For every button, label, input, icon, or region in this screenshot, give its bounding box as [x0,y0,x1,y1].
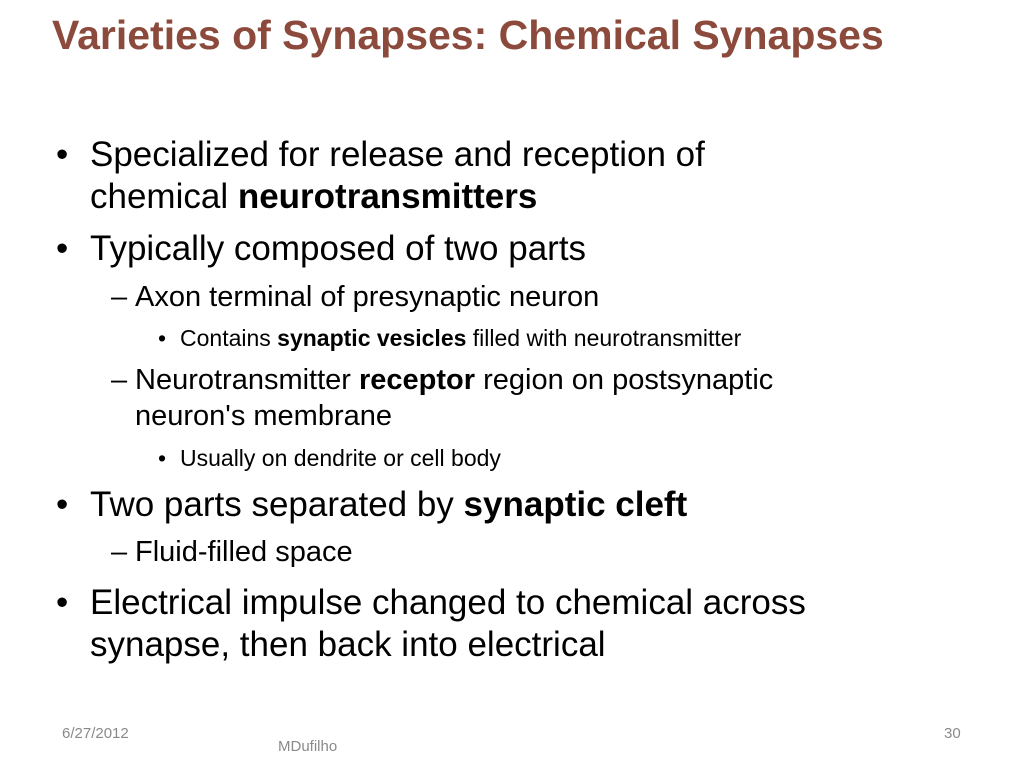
sub-bullet-text: region on postsynaptic [475,364,774,396]
bold-term: receptor [359,364,476,396]
bullet-marker: • [56,485,69,524]
footer-author: MDufilho [278,738,338,755]
sub-bullet-item [111,362,774,398]
sub-bullet-text: Neurotransmitter [135,364,360,396]
bullet-continuation [90,624,606,666]
bullet-text: Electrical impulse changed to chemical across [90,583,806,622]
bullet-marker: • [158,325,167,351]
sub-bullet-item [111,534,353,570]
bullet-text: Two parts separated by [90,485,464,524]
bold-term: neurotransmitters [237,177,538,216]
sub-bullet-item [111,279,600,315]
footer-date: 6/27/2012 [62,725,129,742]
sub-sub-bullet-item [158,323,742,353]
bullet-item [56,134,705,176]
bold-term: synaptic vesicles [277,325,467,351]
sub-sub-bullet-text: Contains [180,325,278,351]
sub-sub-bullet-text: Usually on dendrite or cell body [180,445,501,471]
dash-marker: – [111,364,128,396]
bullet-item [56,228,587,270]
sub-bullet-text: neuron's membrane [135,400,393,432]
dash-marker: – [111,281,128,313]
sub-sub-bullet-item [158,443,501,473]
bullet-text: chemical [90,177,238,216]
slide-title: Varieties of Synapses: Chemical Synapses [52,12,884,58]
bullet-item [56,582,806,624]
bullet-text: synapse, then back into electrical [90,625,606,664]
bullet-text: Specialized for release and reception of [90,135,705,174]
bullet-text: Typically composed of two parts [90,229,587,268]
bullet-marker: • [56,583,69,622]
bullet-marker: • [56,229,69,268]
sub-bullet-continuation [135,398,392,434]
bullet-item [56,484,688,526]
sub-sub-bullet-text: filled with neurotransmitter [466,325,742,351]
bullet-marker: • [158,445,167,471]
dash-marker: – [111,536,128,568]
bullet-continuation [90,176,537,218]
sub-bullet-text: Axon terminal of presynaptic neuron [135,281,600,313]
footer-page-number: 30 [944,725,961,742]
bold-term: synaptic cleft [463,485,688,524]
sub-bullet-text: Fluid-filled space [135,536,353,568]
bullet-marker: • [56,135,69,174]
